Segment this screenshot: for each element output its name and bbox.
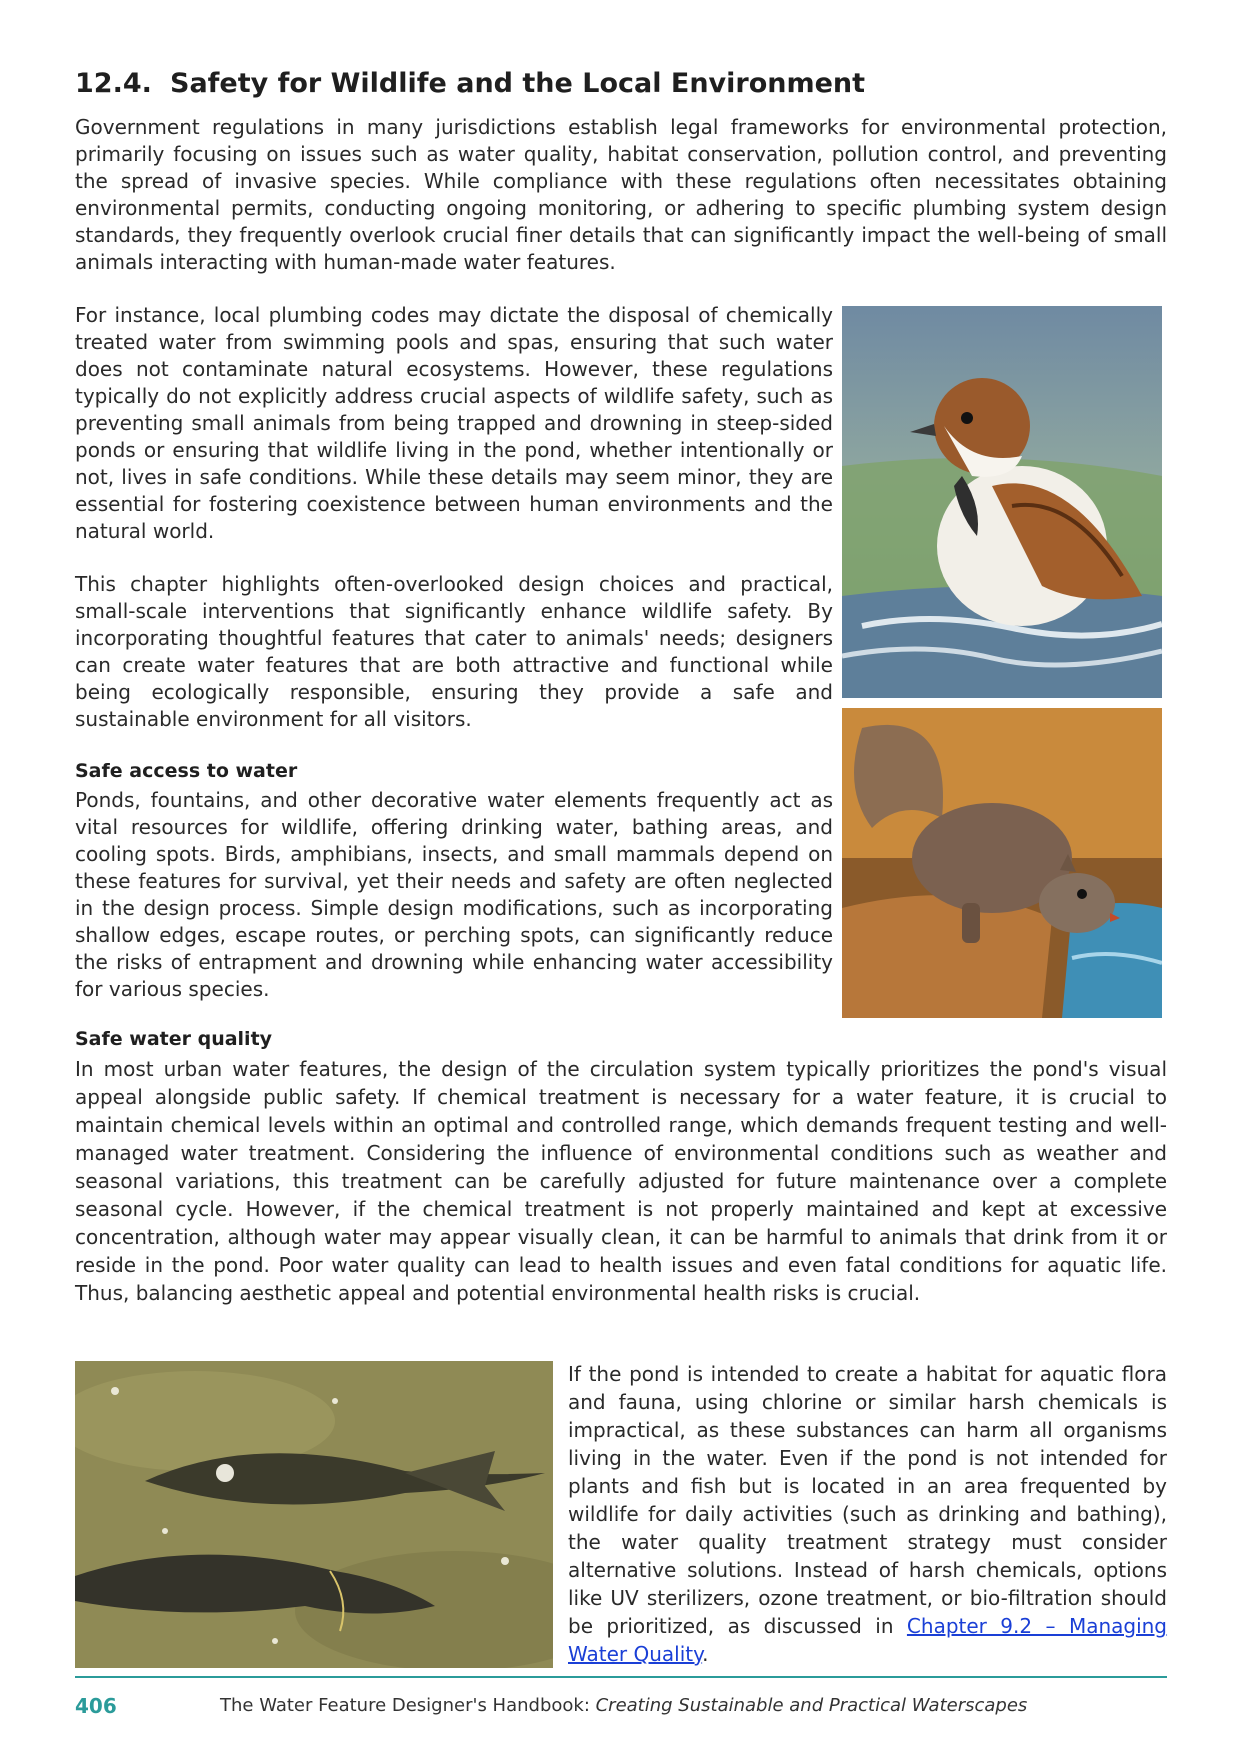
habitat-paragraph bbox=[568, 1360, 1167, 1668]
sparrow-image bbox=[842, 306, 1162, 698]
squirrel-illustration bbox=[842, 708, 1162, 1018]
safe-quality-paragraph: In most urban water features, the design of the circulation system typically prioritizes the pond's visual appeal alongside public safety. If chemical treatment is necessary for a water feature, it is crucial to maintain chemical levels within an optimal and controlled range, which demands frequent testing and well-managed water treatment. Considering the influence of environmental conditions such as weather and seasonal variations, this treatment can be carefully adjusted for future maintenance over a complete seasonal cycle. However, if the chemical treatment is not properly maintained and kept at excessive concentration, although water may appear visually clean, it can be harmful to animals that drink from it or reside in the pond. Poor water quality can lead to health issues and even fatal conditions for aquatic life. Thus, balancing aesthetic appeal and potential environmental health risks is crucial. bbox=[75, 1057, 1167, 1305]
chapter-link[interactable]: Chapter 9.2 – Managing Water Quality bbox=[568, 1614, 1168, 1666]
book-subtitle: Creating Sustainable and Practical Waterscapes bbox=[595, 1695, 1028, 1716]
habitat-text: If the pond is intended to create a habitat for aquatic flora and fauna, using chlorine or similar harsh chemicals is impractical, as these substances can harm all organisms living in the water. Even if the pond is not intended for plants and fish but is located in an area frequented by wildlife for daily activities (such as drinking and bathing), the water quality treatment strategy must consider alternative solutions. Instead of harsh chemicals, options like UV sterilizers, ozone treatment, or bio-filtration should be prioritized, as discussed in bbox=[568, 1362, 1167, 1638]
footer-book-title bbox=[220, 1695, 1027, 1716]
safe-access-heading: Safe access to water bbox=[75, 760, 298, 782]
plumbing-codes-paragraph: For instance, local plumbing codes may dictate the disposal of chemically treated water from swimming pools and spas, ensuring that such water does not contaminate natural ecosystems. However, these regulations typically do not explicitly address crucial aspects of wildlife safety, such as preventing small animals from being trapped and drowning in steep-sided ponds or ensuring that wildlife living in the pond, whether intentionally or not, lives in safe conditions. While these details may seem minor, they are essential for fostering coexistence between human environments and the natural world. bbox=[75, 303, 833, 543]
book-title: The Water Feature Designer's Handbook: bbox=[220, 1695, 596, 1716]
page-number: 406 bbox=[75, 1694, 117, 1718]
safe-access-paragraph: Ponds, fountains, and other decorative water elements frequently act as vital resources for wildlife, offering drinking water, bathing areas, and cooling spots. Birds, amphibians, insects, and small mammals depend on these features for survival, yet their needs and safety are often neglected in the design process. Simple design modifications, such as incorporating shallow edges, escape routes, or perching spots, can significantly reduce the risks of entrapment and drowning while enhancing water accessibility for various species. bbox=[75, 788, 833, 1001]
intro-paragraph: Government regulations in many jurisdictions establish legal frameworks for environmental protection, primarily focusing on issues such as water quality, habitat conservation, pollution control, and preventing the spread of invasive species. While compliance with these regulations often necessitates obtaining environmental permits, conducting ongoing monitoring, or adhering to specific plumbing system design standards, they frequently overlook crucial finer details that can significantly impact the well-being of small animals interacting with human-made water features. bbox=[75, 115, 1167, 274]
section-title: Safety for Wildlife and the Local Environment bbox=[170, 68, 866, 99]
safe-quality-heading: Safe water quality bbox=[75, 1028, 273, 1050]
fish-image bbox=[75, 1361, 553, 1668]
squirrel-image bbox=[842, 708, 1162, 1018]
section-number: 12.4. bbox=[75, 68, 152, 99]
footer-divider bbox=[75, 1676, 1167, 1678]
habitat-text-end: . bbox=[702, 1642, 709, 1666]
sparrow-illustration bbox=[842, 306, 1162, 698]
section-heading bbox=[75, 68, 865, 99]
chapter-overview-paragraph: This chapter highlights often-overlooked design choices and practical, small-scale interventions that significantly enhance wildlife safety. By incorporating thoughtful features that cater to animals' needs; designers can create water features that are both attractive and functional while being ecologically responsible, ensuring they provide a safe and sustainable environment for all visitors. bbox=[75, 572, 833, 731]
fish-photo bbox=[75, 1361, 553, 1668]
